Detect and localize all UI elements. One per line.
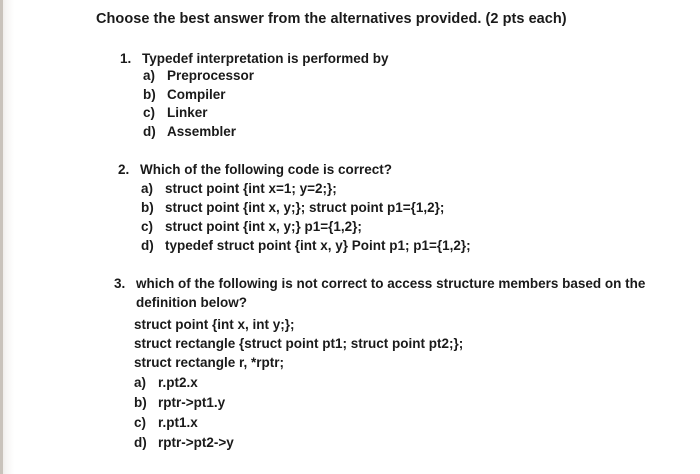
question-stem: Which of the following code is correct? — [140, 162, 393, 177]
question-1 — [120, 50, 389, 69]
code-line: struct rectangle r, *rptr; — [134, 355, 285, 370]
option-text: rptr->pt2->y — [158, 435, 234, 450]
q2-option-c — [141, 218, 362, 237]
q1-option-d — [143, 123, 236, 142]
option-letter: a) — [143, 68, 156, 83]
option-letter: d) — [134, 435, 147, 450]
question-stem-part: correct to access structure members based on the — [317, 276, 646, 291]
option-letter: c) — [141, 219, 154, 234]
question-number: 2. — [118, 162, 130, 177]
option-text: struct point {int x, y;} p1={1,2}; — [165, 219, 362, 234]
q3-option-b — [134, 394, 225, 413]
q3-option-a — [134, 374, 198, 393]
instructions-heading: Choose the best answer from the alternatives provided. (2 pts each) — [96, 11, 567, 27]
question-3 — [114, 275, 645, 294]
question-stem-emphasis: not — [296, 276, 318, 291]
question-stem: Typedef interpretation is performed by — [142, 51, 389, 66]
option-text: Compiler — [167, 87, 226, 102]
option-text: r.pt2.x — [158, 375, 198, 390]
option-text: struct point {int x, y;}; struct point p1={1,2}; — [165, 200, 445, 215]
q1-option-a — [143, 67, 254, 86]
question-3-stem-line2: definition below? — [136, 295, 247, 310]
option-letter: d) — [143, 124, 156, 139]
option-letter: d) — [141, 238, 154, 253]
question-2 — [118, 161, 392, 180]
option-letter: a) — [134, 375, 147, 390]
question-number: 1. — [120, 51, 132, 66]
q1-option-b — [143, 86, 226, 105]
q2-option-b — [141, 199, 444, 218]
q2-option-d — [141, 237, 471, 256]
option-text: Assembler — [167, 124, 237, 139]
q3-option-c — [134, 414, 198, 433]
code-line: struct point {int x, int y;}; — [134, 317, 295, 332]
q1-option-c — [143, 104, 208, 123]
option-letter: b) — [143, 87, 156, 102]
question-stem-part: which of the following is — [136, 276, 297, 291]
q3-option-d — [134, 434, 234, 453]
option-text: r.pt1.x — [158, 415, 198, 430]
option-letter: b) — [141, 200, 154, 215]
question-number: 3. — [114, 276, 126, 291]
code-line: struct rectangle {struct point pt1; struct point pt2;}; — [134, 336, 464, 351]
option-letter: c) — [143, 105, 156, 120]
option-letter: b) — [134, 395, 147, 410]
option-letter: c) — [134, 415, 147, 430]
option-letter: a) — [141, 181, 154, 196]
option-text: Preprocessor — [167, 68, 255, 83]
option-text: rptr->pt1.y — [158, 395, 226, 410]
option-text: typedef struct point {int x, y} Point p1; p1={1,2}; — [165, 238, 471, 253]
page-edge — [0, 0, 3, 474]
q2-option-a — [141, 180, 337, 199]
option-text: Linker — [167, 105, 208, 120]
option-text: struct point {int x=1; y=2;}; — [165, 181, 337, 196]
